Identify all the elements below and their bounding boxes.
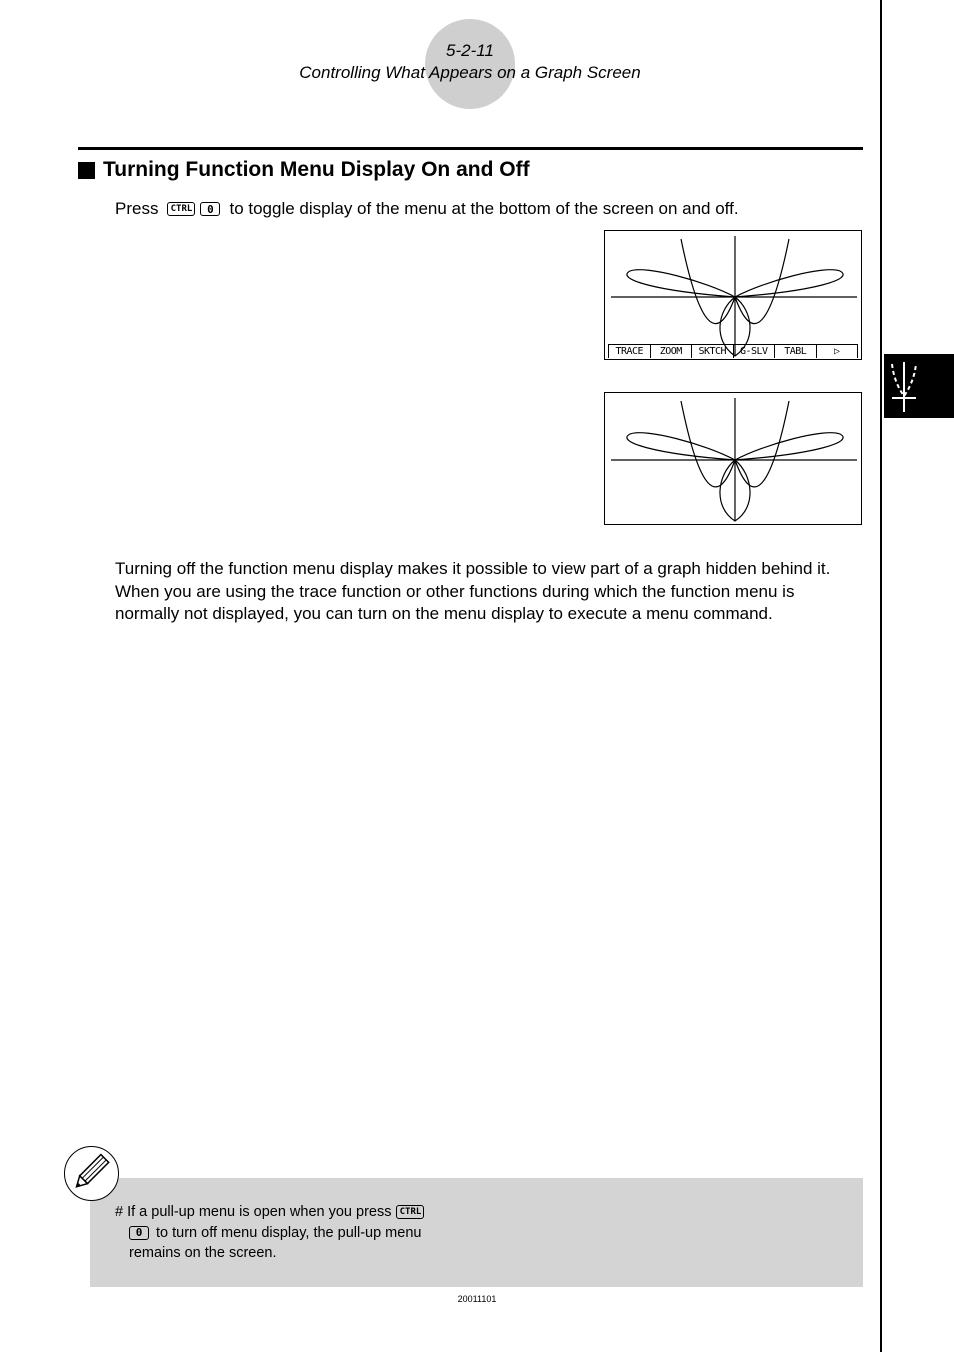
footer-code: 20011101 bbox=[457, 1294, 497, 1304]
zero-key-icon: 0 bbox=[200, 202, 220, 216]
menu-item-gslv: G-SLV bbox=[734, 344, 776, 358]
function-menu-bar bbox=[608, 344, 858, 358]
instruction-line bbox=[115, 199, 739, 219]
body-paragraph: Turning off the function menu display makes it possible to view part of a graph hidden behind it. When you are using the trace function or other functions during which the function menu is normally not displayed, you can turn on the menu display to execute a menu command. bbox=[115, 559, 831, 623]
note-badge bbox=[64, 1146, 119, 1201]
page-header-title: Controlling What Appears on a Graph Screen bbox=[299, 63, 641, 82]
section-heading bbox=[78, 158, 530, 182]
graph-plot-menu-off bbox=[605, 393, 862, 525]
page-number: 5-2-11 bbox=[446, 41, 494, 60]
menu-item-zoom: ZOOM bbox=[651, 344, 693, 358]
pencil-icon bbox=[65, 1147, 117, 1199]
heading-bullet bbox=[78, 162, 95, 179]
note-text bbox=[115, 1202, 460, 1264]
section-rule bbox=[78, 147, 863, 150]
graph-plot-menu-on bbox=[605, 231, 862, 360]
chapter-tab bbox=[884, 354, 954, 418]
instruction-suffix: to toggle display of the menu at the bottom of the screen on and off. bbox=[229, 199, 739, 218]
note-line-2 bbox=[115, 1223, 460, 1244]
note-line-3: remains on the screen. bbox=[129, 1245, 277, 1261]
ctrl-key-icon: CTRL bbox=[167, 202, 195, 216]
note-zero-key-icon: 0 bbox=[129, 1226, 149, 1240]
note-line-1 bbox=[115, 1202, 460, 1223]
menu-item-sktch: SKTCH bbox=[692, 344, 734, 358]
note-ctrl-key-icon: CTRL bbox=[396, 1205, 424, 1219]
graph-screen-menu-off bbox=[604, 392, 862, 525]
section-heading-text: Turning Function Menu Display On and Off bbox=[103, 158, 530, 181]
page-edge-rule bbox=[880, 0, 882, 1352]
menu-item-trace: TRACE bbox=[608, 344, 651, 358]
graph-screen-menu-on bbox=[604, 230, 862, 360]
instruction-prefix: Press bbox=[115, 199, 159, 218]
menu-item-next: ▷ bbox=[817, 344, 859, 358]
menu-item-tabl: TABL bbox=[775, 344, 817, 358]
graph-mode-icon bbox=[884, 354, 954, 418]
note-line-2-text: to turn off menu display, the pull-up menu bbox=[156, 1224, 422, 1241]
note-line-1-text: # If a pull-up menu is open when you press bbox=[115, 1204, 392, 1220]
